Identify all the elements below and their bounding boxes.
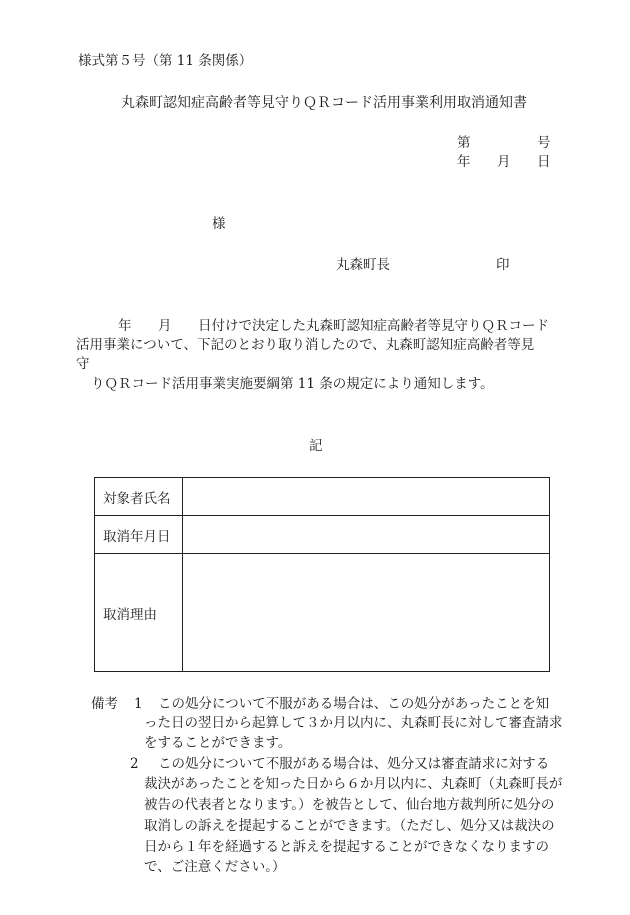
cancel-date-cell: [183, 516, 550, 554]
seal-mark: 印: [496, 257, 510, 273]
table-row: [95, 554, 550, 672]
ki-mark: 記: [309, 438, 323, 454]
cancel-reason-label: 取消理由: [95, 554, 183, 672]
form-number: 様式第５号（第 11 条関係）: [78, 53, 253, 69]
document-title: 丸森町認知症高齢者等見守りＱＲコード活用事業利用取消通知書: [121, 95, 527, 111]
details-table: [94, 477, 550, 672]
note-1-line-3: をすることができます。: [144, 735, 292, 751]
note-1-line-1: この処分について不服がある場合は、この処分があったことを知: [158, 696, 550, 712]
recipient-honorific: 様: [212, 216, 226, 232]
date-day: 日: [537, 154, 551, 170]
table-row: [95, 516, 550, 554]
date-year: 年: [457, 154, 471, 170]
body-year: 年: [118, 318, 132, 334]
doc-number-suffix: 号: [537, 135, 551, 151]
subject-name-cell: [183, 478, 550, 516]
doc-number-prefix: 第: [457, 135, 471, 151]
note-2-line-3: 被告の代表者となります。）を被告として、仙台地方裁判所に処分の: [144, 797, 555, 813]
note-2-number: 2: [130, 756, 139, 772]
sender-name: 丸森町長: [336, 257, 390, 273]
body-month: 月: [158, 318, 172, 334]
note-2-line-5: 日から１年を経過すると訴えを提起することができなくなりますの: [144, 839, 549, 855]
note-2-line-4: 取消しの訴えを提起することができます。（ただし、処分又は裁決の: [144, 818, 555, 834]
note-2-line-6: で、ご注意ください。）: [144, 859, 286, 875]
note-1-number: 1: [134, 696, 143, 712]
note-1-line-2: った日の翌日から起算して３か月以内に、丸森町長に対して審査請求: [144, 715, 563, 731]
body-line-3: 守: [76, 356, 90, 372]
body-line-2: 活用事業について、下記のとおり取り消したので、丸森町認知症高齢者等見: [76, 337, 535, 353]
table-row: [95, 478, 550, 516]
subject-name-label: 対象者氏名: [95, 478, 183, 516]
body-line-4: りＱＲコード活用事業実施要綱第 11 条の規定により通知します。: [91, 376, 494, 392]
notes-label: 備考: [91, 696, 118, 712]
body-line-1-text: 日付けで決定した丸森町認知症高齢者等見守りＱＲコード: [198, 318, 549, 334]
note-2-line-1: この処分について不服がある場合は、処分又は審査請求に対する: [158, 756, 550, 772]
cancel-reason-cell: [183, 554, 550, 672]
cancel-date-label: 取消年月日: [95, 516, 183, 554]
note-2-line-2: 裁決があったことを知った日から６か月以内に、丸森町（丸森町長が: [144, 776, 563, 792]
date-month: 月: [497, 154, 511, 170]
